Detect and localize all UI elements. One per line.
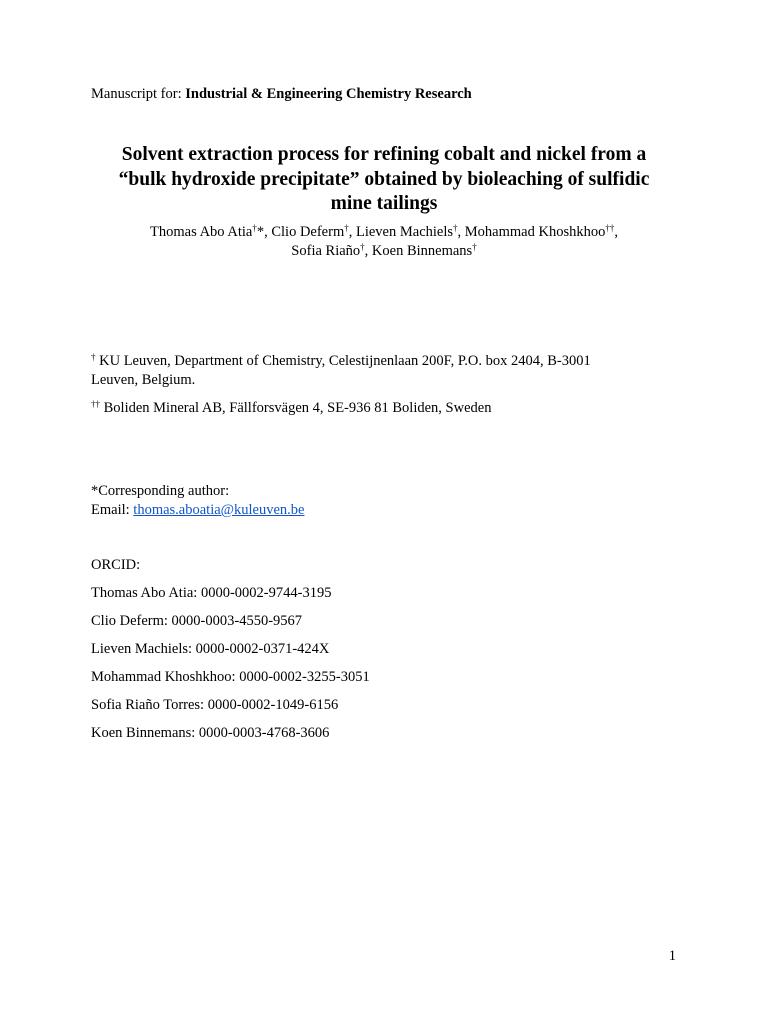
orcid-entry: Thomas Abo Atia: 0000-0002-9744-3195 bbox=[91, 585, 332, 601]
manuscript-header bbox=[91, 85, 472, 104]
manuscript-prefix: Manuscript for: bbox=[91, 86, 186, 102]
author-separator: *, bbox=[256, 224, 272, 240]
author-name: Koen Binnemans bbox=[371, 243, 473, 259]
affiliation-mark: †† bbox=[91, 399, 100, 409]
orcid-entry: Lieven Machiels: 0000-0002-0371-424X bbox=[91, 641, 330, 657]
affiliation-text-line-1: KU Leuven, Department of Chemistry, Celestijnenlaan 200F, P.O. box 2404, B-3001 bbox=[95, 353, 591, 369]
author-separator: , bbox=[364, 243, 372, 259]
author-name: Mohammad Khoshkhoo bbox=[464, 224, 606, 240]
author-line-2 bbox=[60, 242, 708, 261]
author-name: Lieven Machiels bbox=[355, 224, 454, 240]
affiliation-mark: † bbox=[472, 242, 477, 252]
author-name: Sofia Riaño bbox=[291, 243, 361, 259]
orcid-entry: Mohammad Khoshkhoo: 0000-0002-3255-3051 bbox=[91, 669, 370, 685]
affiliation-mark: † bbox=[252, 223, 257, 233]
author-line-1 bbox=[60, 223, 708, 242]
affiliation-text-line-1: Boliden Mineral AB, Fällforsvägen 4, SE-936 81 Boliden, Sweden bbox=[100, 400, 492, 416]
journal-name: Industrial & Engineering Chemistry Research bbox=[185, 86, 472, 102]
author-separator: , bbox=[457, 224, 465, 240]
affiliation-mark: † bbox=[91, 352, 96, 362]
author-list bbox=[60, 223, 708, 261]
title-line-1: Solvent extraction process for refining cobalt and nickel from a bbox=[121, 144, 647, 165]
email-line bbox=[91, 501, 305, 520]
affiliation-mark: † bbox=[453, 223, 458, 233]
author-separator: , bbox=[348, 224, 356, 240]
affiliation-mark: † bbox=[344, 223, 349, 233]
orcid-entry: Sofia Riaño Torres: 0000-0002-1049-6156 bbox=[91, 697, 339, 713]
orcid-heading: ORCID: bbox=[91, 557, 141, 573]
orcid-entry: Clio Deferm: 0000-0003-4550-9567 bbox=[91, 613, 303, 629]
corresponding-author-block bbox=[91, 482, 305, 520]
email-link[interactable]: thomas.aboatia@kuleuven.be bbox=[133, 502, 305, 518]
title-line-2: “bulk hydroxide precipitate” obtained by bioleaching of sulfidic bbox=[118, 168, 650, 190]
paper-title bbox=[60, 143, 708, 217]
author-name: Clio Deferm bbox=[271, 224, 345, 240]
page-number: 1 bbox=[668, 948, 676, 964]
orcid-entry: Koen Binnemans: 0000-0003-4768-3606 bbox=[91, 725, 330, 741]
affiliation-ku-leuven bbox=[91, 352, 691, 390]
affiliation-mark: †† bbox=[605, 223, 615, 233]
email-label: Email: bbox=[91, 502, 134, 518]
author-name: Thomas Abo Atia bbox=[150, 224, 253, 240]
affiliation-mark: † bbox=[360, 242, 365, 252]
orcid-list bbox=[91, 584, 370, 752]
affiliation-text-line-2: Leuven, Belgium. bbox=[91, 372, 196, 388]
corresponding-author-label: *Corresponding author: bbox=[91, 483, 230, 499]
title-line-3: mine tailings bbox=[330, 193, 438, 214]
author-separator: , bbox=[614, 224, 618, 240]
affiliation-boliden bbox=[91, 399, 691, 418]
